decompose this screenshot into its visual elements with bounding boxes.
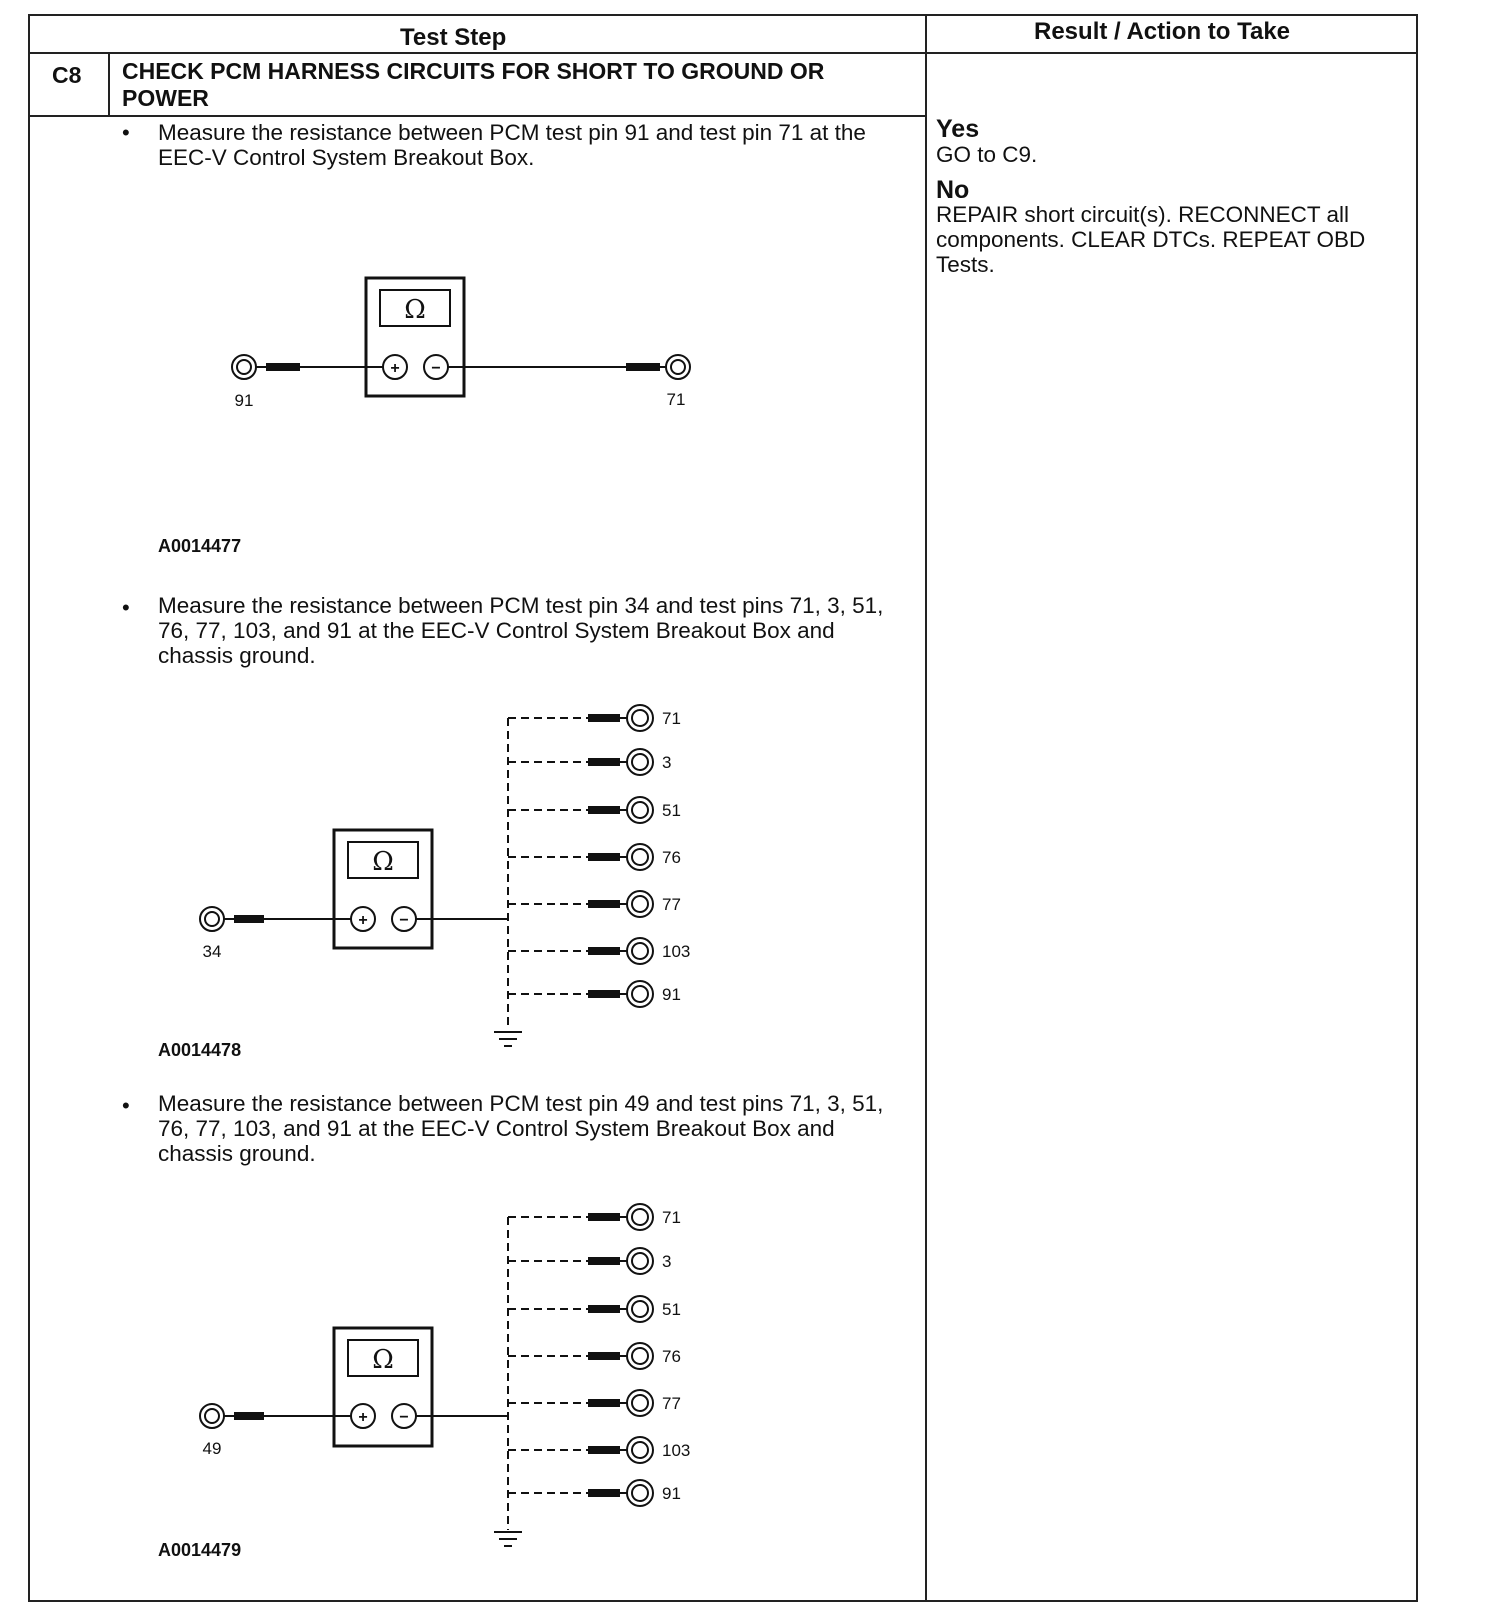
pin-label-fig2-3: 3 <box>662 753 672 772</box>
bullet-2: • <box>122 595 130 620</box>
branch-fig3-103 <box>508 1437 690 1463</box>
pin-label-fig2-103: 103 <box>662 942 691 961</box>
svg-text:+: + <box>358 1409 368 1426</box>
bullet-1: • <box>122 120 130 145</box>
pin-label-fig2-51: 51 <box>662 801 681 820</box>
diagram-2 <box>200 705 690 1046</box>
figure-id-2: A0014478 <box>158 1040 242 1060</box>
svg-text:+: + <box>390 360 400 377</box>
branch-fig3-76 <box>508 1343 681 1369</box>
result-yes-label: Yes <box>936 115 980 143</box>
branch-fig3-3 <box>508 1248 671 1274</box>
branch-fig2-71 <box>508 705 681 731</box>
branch-fig2-91 <box>508 981 681 1007</box>
figure-id-1: A0014477 <box>158 536 242 556</box>
pin-label-34: 34 <box>202 942 222 961</box>
result-no-label: No <box>936 176 970 204</box>
branch-fig2-77 <box>508 891 681 917</box>
branch-fig3-71 <box>508 1204 681 1230</box>
step-title: CHECK PCM HARNESS CIRCUITS FOR SHORT TO GROUND OR POWER <box>122 58 825 111</box>
pin-label-fig3-71: 71 <box>662 1208 681 1227</box>
branch-fig3-91 <box>508 1480 681 1506</box>
diagram-3 <box>200 1204 690 1546</box>
branch-fig2-103 <box>508 938 690 964</box>
pin-label-fig2-91: 91 <box>662 985 681 1004</box>
pin-label-fig3-77: 77 <box>662 1394 681 1413</box>
pin-label-fig3-76: 76 <box>662 1347 681 1366</box>
column-header-test-step: Test Step <box>400 24 507 51</box>
pin-label-fig3-3: 3 <box>662 1252 672 1271</box>
result-no-action: REPAIR short circuit(s). RECONNECT all components. CLEAR DTCs. REPEAT OBD Tests. <box>936 202 1366 277</box>
pin-label-49: 49 <box>202 1439 222 1458</box>
branch-fig3-51 <box>508 1296 681 1322</box>
bullet-3: • <box>122 1093 130 1118</box>
figure-id-3: A0014479 <box>158 1540 242 1560</box>
column-header-result: Result / Action to Take <box>1034 18 1291 45</box>
instruction-3: Measure the resistance between PCM test pin 49 and test pins 71, 3, 51, 76, 77, 103, and 91 at the EEC-V Control System Breakout Box and chassis ground. <box>158 1091 884 1166</box>
svg-text:+: + <box>358 912 368 929</box>
ohmmeter-1-symbol: Ω <box>404 295 426 325</box>
svg-text:−: − <box>431 360 441 377</box>
branch-fig2-3 <box>508 749 671 775</box>
pin-label-fig2-71: 71 <box>662 709 681 728</box>
pin-label-fig3-91: 91 <box>662 1484 681 1503</box>
branch-fig2-76 <box>508 844 681 870</box>
ohmmeter-3-symbol: Ω <box>372 1345 394 1375</box>
pin-label-fig3-51: 51 <box>662 1300 681 1319</box>
branch-fig3-77 <box>508 1390 681 1416</box>
ohmmeter-2-symbol: Ω <box>372 847 394 877</box>
result-yes-action: GO to C9. <box>936 142 1038 167</box>
svg-text:−: − <box>399 1409 409 1426</box>
pin-label-fig2-77: 77 <box>662 895 681 914</box>
pin-label-fig2-76: 76 <box>662 848 681 867</box>
instruction-1: Measure the resistance between PCM test pin 91 and test pin 71 at the EEC-V Control System Breakout Box. <box>158 120 866 170</box>
pin-label-fig3-103: 103 <box>662 1441 691 1460</box>
svg-text:−: − <box>399 912 409 929</box>
step-id: C8 <box>52 62 82 88</box>
pin-label-71: 71 <box>666 390 686 409</box>
diagram-1 <box>232 278 690 410</box>
branch-fig2-51 <box>508 797 681 823</box>
instruction-2: Measure the resistance between PCM test pin 34 and test pins 71, 3, 51, 76, 77, 103, and 91 at the EEC-V Control System Breakout Box and chassis ground. <box>158 593 884 668</box>
pin-label-91: 91 <box>234 391 254 410</box>
